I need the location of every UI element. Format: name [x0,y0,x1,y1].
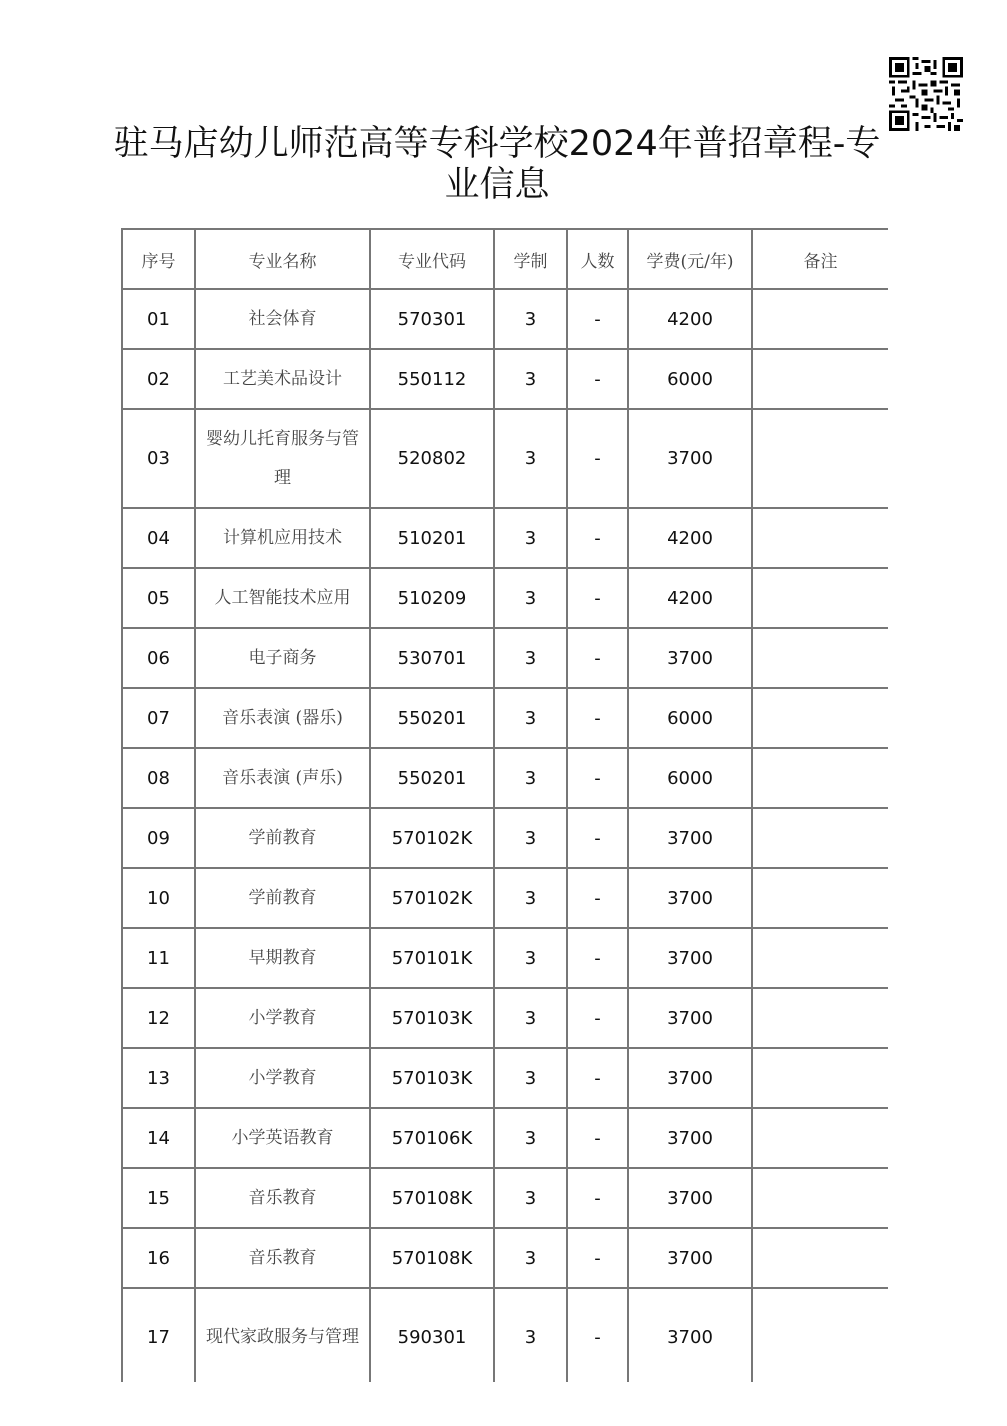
table-row [122,1228,888,1288]
cell-no: 11 [122,928,195,988]
cell-years: 3 [494,928,567,988]
cell-note [752,1048,888,1108]
cell-fee: 6000 [628,748,752,808]
cell-count: - [567,868,628,928]
cell-count: - [567,928,628,988]
cell-no: 01 [122,289,195,349]
cell-no: 14 [122,1108,195,1168]
cell-no: 17 [122,1288,195,1382]
cell-no: 13 [122,1048,195,1108]
cell-fee: 4200 [628,508,752,568]
cell-count: - [567,688,628,748]
cell-code: 570101K [370,928,494,988]
cell-fee: 3700 [628,1108,752,1168]
cell-years: 3 [494,349,567,409]
cell-fee: 4200 [628,289,752,349]
cell-years: 3 [494,409,567,508]
cell-code: 550201 [370,688,494,748]
page-title: 驻马店幼儿师范高等专科学校2024年普招章程-专业信息 [113,124,881,205]
cell-code: 570103K [370,988,494,1048]
cell-fee: 3700 [628,988,752,1048]
cell-code: 570108K [370,1228,494,1288]
table-row [122,568,888,628]
cell-no: 06 [122,628,195,688]
cell-code: 590301 [370,1288,494,1382]
cell-name: 学前教育 [195,868,370,928]
cell-fee: 3700 [628,628,752,688]
cell-fee: 3700 [628,928,752,988]
table-row [122,1108,888,1168]
cell-count: - [567,1228,628,1288]
cell-no: 05 [122,568,195,628]
cell-fee: 4200 [628,568,752,628]
cell-years: 3 [494,988,567,1048]
cell-note [752,628,888,688]
cell-code: 570102K [370,868,494,928]
cell-no: 03 [122,409,195,508]
cell-code: 510209 [370,568,494,628]
cell-count: - [567,808,628,868]
cell-fee: 3700 [628,1228,752,1288]
cell-count: - [567,508,628,568]
major-info-table [121,228,888,1382]
table-row [122,1048,888,1108]
cell-no: 02 [122,349,195,409]
cell-no: 10 [122,868,195,928]
table-row [122,808,888,868]
cell-code: 550112 [370,349,494,409]
table-row [122,748,888,808]
header-tuition: 学费(元/年) [628,229,752,289]
cell-code: 570108K [370,1168,494,1228]
table-row [122,688,888,748]
cell-fee: 3700 [628,808,752,868]
cell-name: 人工智能技术应用 [195,568,370,628]
cell-note [752,988,888,1048]
table-header-row [122,229,888,289]
cell-fee: 3700 [628,409,752,508]
cell-name: 社会体育 [195,289,370,349]
cell-note [752,1168,888,1228]
cell-fee: 3700 [628,1048,752,1108]
cell-years: 3 [494,748,567,808]
cell-no: 07 [122,688,195,748]
cell-fee: 3700 [628,1288,752,1382]
cell-note [752,1228,888,1288]
table-row [122,349,888,409]
cell-count: - [567,988,628,1048]
cell-name: 小学教育 [195,988,370,1048]
cell-years: 3 [494,1228,567,1288]
table-row [122,868,888,928]
cell-name: 工艺美术品设计 [195,349,370,409]
cell-fee: 3700 [628,868,752,928]
cell-years: 3 [494,688,567,748]
cell-name: 小学教育 [195,1048,370,1108]
table-row [122,508,888,568]
cell-note [752,1108,888,1168]
cell-years: 3 [494,808,567,868]
cell-name: 学前教育 [195,808,370,868]
cell-years: 3 [494,289,567,349]
cell-code: 570102K [370,808,494,868]
cell-count: - [567,349,628,409]
cell-name: 音乐教育 [195,1228,370,1288]
cell-note [752,748,888,808]
cell-code: 570106K [370,1108,494,1168]
table-row [122,628,888,688]
cell-count: - [567,628,628,688]
cell-years: 3 [494,508,567,568]
cell-fee: 6000 [628,349,752,409]
cell-name: 计算机应用技术 [195,508,370,568]
cell-years: 3 [494,1168,567,1228]
cell-count: - [567,289,628,349]
qr-code-icon [889,57,963,131]
cell-count: - [567,1288,628,1382]
header-serial: 序号 [122,229,195,289]
cell-fee: 3700 [628,1168,752,1228]
cell-no: 09 [122,808,195,868]
cell-name: 早期教育 [195,928,370,988]
cell-fee: 6000 [628,688,752,748]
cell-name: 音乐表演 (声乐) [195,748,370,808]
cell-note [752,688,888,748]
table-row [122,1168,888,1228]
cell-code: 550201 [370,748,494,808]
table-row [122,1288,888,1382]
cell-count: - [567,409,628,508]
cell-note [752,868,888,928]
cell-no: 04 [122,508,195,568]
table-row [122,409,888,508]
cell-note [752,349,888,409]
cell-no: 15 [122,1168,195,1228]
cell-name: 小学英语教育 [195,1108,370,1168]
cell-note [752,409,888,508]
cell-years: 3 [494,568,567,628]
header-major-name: 专业名称 [195,229,370,289]
cell-count: - [567,1108,628,1168]
cell-code: 570301 [370,289,494,349]
cell-name: 婴幼儿托育服务与管理 [195,409,370,508]
cell-years: 3 [494,1048,567,1108]
table-row [122,289,888,349]
cell-years: 3 [494,628,567,688]
cell-years: 3 [494,1288,567,1382]
cell-code: 530701 [370,628,494,688]
table-row [122,928,888,988]
table-row [122,988,888,1048]
cell-no: 08 [122,748,195,808]
cell-note [752,568,888,628]
header-major-code: 专业代码 [370,229,494,289]
cell-note [752,508,888,568]
cell-note [752,1288,888,1382]
cell-name: 现代家政服务与管理 [195,1288,370,1382]
cell-name: 电子商务 [195,628,370,688]
cell-count: - [567,1168,628,1228]
cell-count: - [567,1048,628,1108]
cell-no: 12 [122,988,195,1048]
cell-count: - [567,568,628,628]
cell-note [752,289,888,349]
cell-name: 音乐表演 (器乐) [195,688,370,748]
cell-code: 520802 [370,409,494,508]
cell-code: 570103K [370,1048,494,1108]
cell-note [752,808,888,868]
cell-name: 音乐教育 [195,1168,370,1228]
header-count: 人数 [567,229,628,289]
cell-years: 3 [494,868,567,928]
cell-note [752,928,888,988]
cell-code: 510201 [370,508,494,568]
header-remarks: 备注 [752,229,888,289]
cell-years: 3 [494,1108,567,1168]
header-duration: 学制 [494,229,567,289]
cell-count: - [567,748,628,808]
cell-no: 16 [122,1228,195,1288]
